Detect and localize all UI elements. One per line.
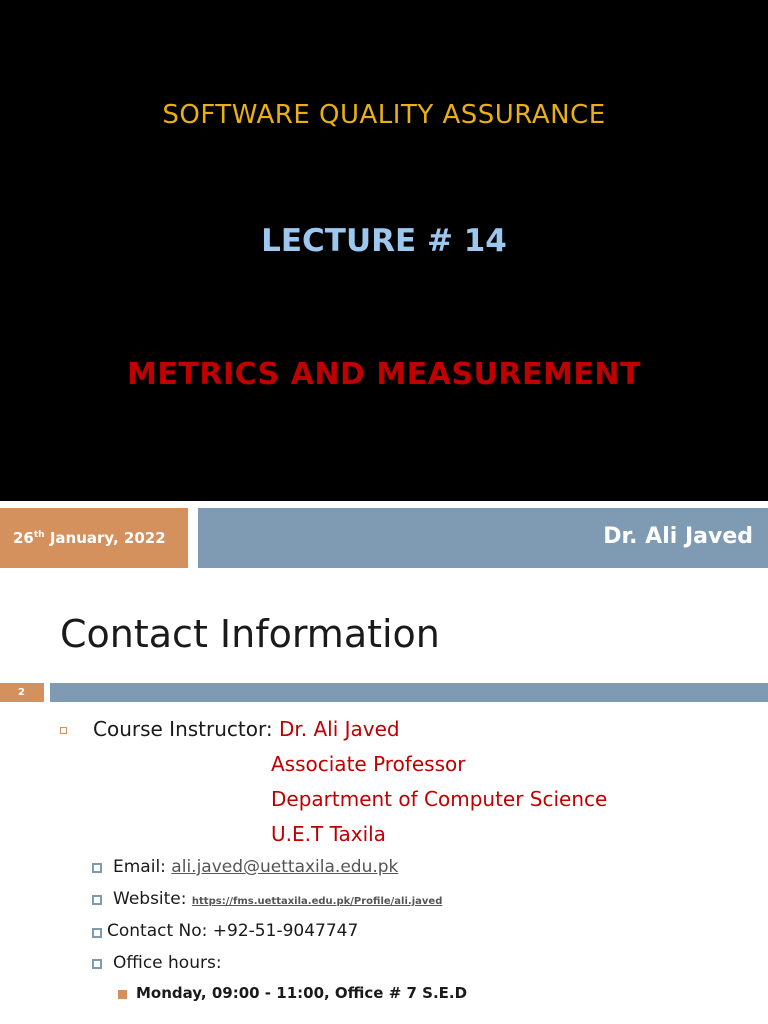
square-bullet-icon bbox=[60, 727, 67, 734]
square-bullet-icon bbox=[92, 928, 102, 938]
date-suffix: th bbox=[33, 530, 45, 540]
website-label: Website: bbox=[113, 889, 192, 909]
office-hours-detail: Monday, 09:00 - 11:00, Office # 7 S.E.D bbox=[136, 984, 468, 1002]
instructor-position: Associate Professor bbox=[271, 752, 466, 776]
office-hours-label: Office hours: bbox=[113, 953, 222, 973]
instructor-department: Department of Computer Science bbox=[271, 787, 608, 811]
lecture-number: LECTURE # 14 bbox=[261, 223, 507, 259]
instructor-university: U.E.T Taxila bbox=[271, 822, 386, 846]
email-label: Email: bbox=[113, 857, 172, 877]
square-bullet-icon bbox=[92, 895, 102, 905]
instructor-colon: : bbox=[265, 717, 279, 741]
lecture-topic: METRICS AND MEASUREMENT bbox=[127, 357, 641, 392]
email-link[interactable]: ali.javed@uettaxila.edu.pk bbox=[171, 857, 399, 877]
filled-square-bullet-icon bbox=[118, 990, 127, 999]
header-bar bbox=[50, 683, 768, 702]
website-line bbox=[113, 889, 442, 909]
square-bullet-icon bbox=[92, 959, 102, 969]
instructor-label: Course Instructor bbox=[93, 717, 266, 741]
contact-line bbox=[107, 921, 358, 941]
date-banner bbox=[0, 508, 188, 568]
contact-label: Contact No: bbox=[107, 921, 213, 941]
square-bullet-icon bbox=[92, 863, 102, 873]
course-title: SOFTWARE QUALITY ASSURANCE bbox=[162, 100, 606, 130]
instructor-name: Dr. Ali Javed bbox=[278, 717, 400, 741]
instructor-line bbox=[93, 717, 400, 741]
email-line bbox=[113, 857, 398, 877]
title-slide bbox=[0, 0, 768, 501]
slide-number: 2 bbox=[0, 683, 44, 702]
slide-heading: Contact Information bbox=[60, 612, 440, 656]
author-banner: Dr. Ali Javed bbox=[198, 508, 768, 568]
website-link[interactable]: https://fms.uettaxila.edu.pk/Profile/ali.javed bbox=[191, 896, 443, 907]
date-rest: January, 2022 bbox=[44, 529, 166, 547]
contact-number: +92-51-9047747 bbox=[212, 921, 359, 941]
date-day: 26 bbox=[13, 529, 34, 547]
